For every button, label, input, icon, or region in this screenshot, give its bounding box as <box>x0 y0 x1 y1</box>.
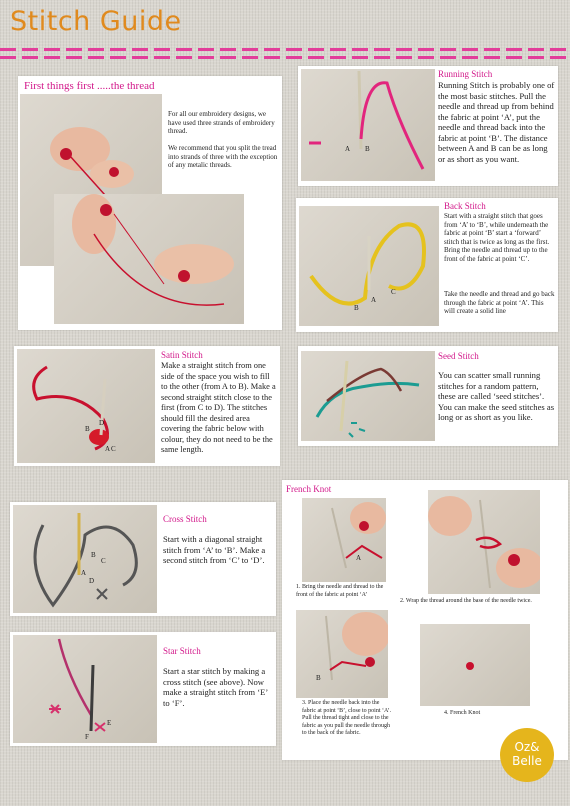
french-step-1: 1. Bring the needle and thread to the front of the fabric at point ‘A’ <box>296 584 384 598</box>
running-label-b: B <box>365 145 370 153</box>
back-stitch-photo <box>299 206 439 326</box>
star-stitch-photo <box>13 635 157 743</box>
satin-label-c: C <box>111 445 116 453</box>
thread-para-2: We recommend that you split the tread into strands of three with the exception of any metalic threads. <box>168 144 278 169</box>
back-stitch-card <box>296 198 558 332</box>
thread-photo-2-art <box>54 194 244 324</box>
satin-label-b: B <box>85 425 90 433</box>
back-label-a: A <box>371 296 377 304</box>
french-knot-card <box>282 480 568 760</box>
satin-stitch-art <box>17 349 155 463</box>
back-stitch-text-1: Start with a straight stitch that goes from ‘A’ to ‘B’, while underneath the fabric at point ‘B’ start a ‘forward’ stitch that is twice as long as the first. Bring the needle and thread up to the front of the fabric at point ‘C’. <box>444 212 550 263</box>
satin-stitch-photo <box>17 349 155 463</box>
satin-label-d: D <box>99 419 105 427</box>
french-step4-art <box>420 624 530 706</box>
star-stitch-art <box>13 635 157 743</box>
thread-heading: First things first .....the thread <box>24 80 155 92</box>
star-stitch-heading: Star Stitch <box>163 646 201 656</box>
satin-stitch-heading: Satin Stitch <box>161 350 203 360</box>
french-step2-photo <box>428 490 540 594</box>
cross-stitch-photo <box>13 505 157 613</box>
running-stitch-text: Running Stitch is probably one of the most basic stitches. Pull the needle and thread up from behind the fabric at point ‘A’, put the needle and thread back into the fabric at point ‘B’. The distance between A and B can be as long or as short as you want. <box>438 80 555 164</box>
running-stitch-card <box>298 66 558 186</box>
thread-para-1: For all our embroidery designs, we have used three strands of embroidery thread. <box>168 110 275 135</box>
cross-stitch-art <box>13 505 157 613</box>
satin-label-a: A <box>105 445 111 453</box>
page-title: Stitch Guide <box>10 6 182 37</box>
cross-stitch-heading: Cross Stitch <box>163 514 207 524</box>
satin-stitch-text: Make a straight stitch from one side of the space you wish to fill to the other (from A to B). Make a second straight stitch close to the first (from C to D). The stitches should fill the desired area covering the fabric below with colour, they do not need to be the same length. <box>161 361 276 454</box>
french-step1-photo <box>302 498 386 582</box>
back-stitch-text-2: Take the needle and thread and go back through the fabric at point ‘A’. This will create a solid line <box>444 290 555 315</box>
cross-stitch-card <box>10 502 276 616</box>
satin-stitch-card <box>14 346 280 466</box>
cross-label-c: C <box>101 557 106 565</box>
running-label-a: A <box>345 145 351 153</box>
star-label-f: F <box>85 733 89 741</box>
french-step3-art <box>296 610 388 698</box>
french-step1-art <box>302 498 386 582</box>
running-stitch-art <box>301 69 435 181</box>
french-step4-photo <box>420 624 530 706</box>
back-stitch-heading: Back Stitch <box>444 201 486 211</box>
cross-label-b: B <box>91 551 96 559</box>
cross-stitch-text: Start with a diagonal straight stitch from ‘A’ to ‘B’. Make a second stitch from ‘C’ to ‘D’. <box>163 534 266 565</box>
seed-stitch-photo <box>301 351 435 441</box>
french-step3-photo <box>296 610 388 698</box>
stitch-divider-top <box>0 48 570 51</box>
logo-line-2: Belle <box>512 754 542 768</box>
french-step2-art <box>428 490 540 594</box>
running-stitch-photo <box>301 69 435 181</box>
thread-card <box>18 76 282 330</box>
french-step-4: 4. French Knot <box>444 710 481 716</box>
seed-stitch-art <box>301 351 435 441</box>
star-stitch-card <box>10 632 276 746</box>
running-stitch-heading: Running Stitch <box>438 69 493 79</box>
stitch-divider-bottom <box>0 56 570 59</box>
french-knot-heading: French Knot <box>286 484 332 494</box>
star-label-e: E <box>107 719 112 727</box>
thread-photo-2 <box>54 194 244 324</box>
star-stitch-text: Start a star stitch by making a cross stitch (see above). Now make a straight stitch from ‘E’ to ‘F’. <box>163 666 268 708</box>
french-step-2: 2. Wrap the thread around the base of the needle twice. <box>400 598 532 604</box>
back-stitch-art <box>299 206 439 326</box>
french-step-3: 3. Place the needle back into the fabric at point ‘B’, close to point ‘A’. Pull the thread tight and close to the fabric as you pull the needle through to the back of the fabric. <box>302 700 392 736</box>
cross-label-a: A <box>81 569 87 577</box>
cross-label-d: D <box>89 577 95 585</box>
seed-stitch-heading: Seed Stitch <box>438 351 479 361</box>
seed-stitch-card <box>298 346 558 446</box>
back-label-b: B <box>354 304 359 312</box>
back-label-c: C <box>391 288 396 296</box>
french-label-a: A <box>356 554 362 562</box>
brand-logo <box>500 728 554 782</box>
french-label-b: B <box>316 674 321 682</box>
seed-stitch-text: You can scatter small running stitches for a random pattern, these are called ‘seed stitches’. You can make the seed stitches as long or as short as you like. <box>438 370 555 422</box>
logo-line-1: Oz& <box>514 740 540 754</box>
